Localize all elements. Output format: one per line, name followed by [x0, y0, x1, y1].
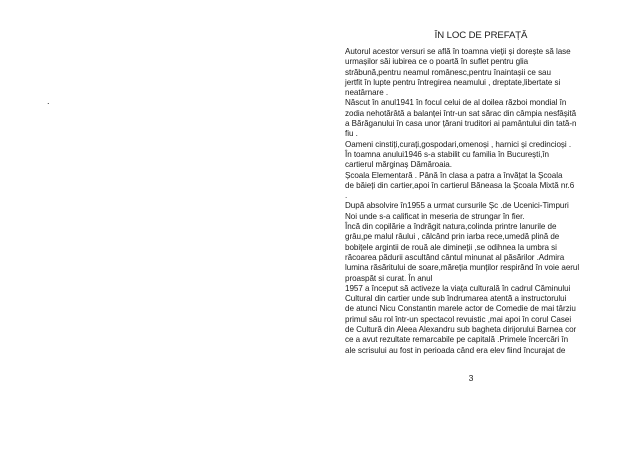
- body-line: proaspăt si curat. În anul: [345, 273, 433, 283]
- body-line: de atunci Nicu Constantin marele actor de Comedie de mai târziu: [345, 304, 576, 314]
- body-line: urmașilor săi iubirea ce o poartă în suflet pentru glia: [345, 57, 529, 67]
- body-line: bobițele argintii de rouă ale dimineții ,se odihnea la umbra si: [345, 242, 557, 252]
- body-line: În toamna anului1946 s-a stabilit cu familia în București,în: [345, 149, 549, 159]
- body-line: de Cultură din Aleea Alexandru sub bagheta dirijorului Barnea cor: [345, 325, 577, 335]
- body-line: După absolvire în1955 a urmat cursurile Șc .de Ucenici-Timpuri: [345, 201, 569, 211]
- body-line: grâu,pe malul râului , călcând prin iarba rece,umedă plină de: [345, 232, 560, 242]
- body-line: fiu .: [345, 129, 358, 139]
- body-line: zodia nehotărâtă a balanței într-un sat sărac din câmpia nesfâșită: [345, 108, 577, 118]
- body-line: răcoarea pădurii ascultând cântul minunat al păsărilor .Admira: [345, 252, 565, 262]
- body-line: a Bărăganului în casa unor țărani truditori ai pamântului din tată-n: [345, 119, 577, 129]
- body-line: de băieți din cartier,apoi în cartierul Băneasa la Școala Mixtă nr.6: [345, 180, 575, 190]
- body-line: .: [345, 191, 348, 201]
- preface-title: ÎN LOC DE PREFAȚĂ: [434, 30, 528, 41]
- body-line: lumina răsăritului de soare,măreția munților respirând în voie aerul: [345, 263, 580, 273]
- body-line: cartierul mărginaș Dămăroaia.: [345, 160, 452, 170]
- body-line: 1957 a început să activeze la viața culturală în cadrul Căminului: [345, 283, 571, 293]
- body-line: ale scrisului au fost in perioada când era elev fiind încurajat de: [345, 345, 566, 355]
- body-line: neatârnare .: [345, 88, 389, 98]
- body-line: Cultural din cartier unde sub îndrumarea atentă a instructorului: [345, 294, 567, 304]
- body-line: străbună,pentru neamul românesc,pentru înaintașii ce sau: [345, 67, 551, 77]
- body-line: jertfit în lupte pentru întregirea neamului , dreptate,libertate si: [345, 77, 561, 87]
- body-line: Autorul acestor versuri se află în toamna vieții și dorește să lase: [345, 47, 571, 56]
- body-line: Noi unde s-a calificat in meseria de strungar în fier.: [345, 211, 525, 221]
- margin-mark: .: [47, 96, 50, 106]
- body-line: primul său rol într-un spectacol revuistic ,mai apoi în corul Casei: [345, 314, 572, 324]
- page-number: 3: [468, 373, 474, 383]
- preface-page: [345, 0, 627, 452]
- body-line: Născut în anul1941 în focul celui de al doilea război mondial în: [345, 98, 567, 108]
- body-line: Încă din copilărie a îndrăgit natura,colinda printre lanurile de: [345, 222, 557, 232]
- body-line: ce a avut rezultate remarcabile pe capitală .Primele încercări în: [345, 335, 569, 345]
- preface-body: [345, 47, 627, 356]
- body-line: Școala Elementară . Până în clasa a patra a învățat la Școala: [345, 170, 563, 180]
- body-line: Oameni cinstiți,curați,gospodari,omenoși , harnici și credincioși .: [345, 139, 572, 149]
